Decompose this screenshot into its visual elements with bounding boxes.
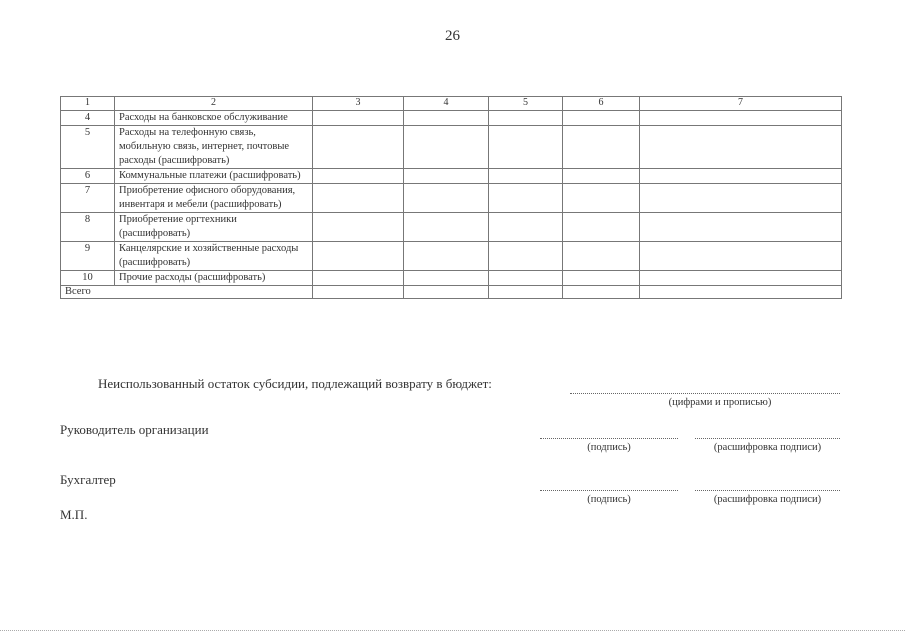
table-cell — [404, 169, 489, 184]
row-name: Расходы на банковское обслуживание — [115, 111, 313, 126]
table-cell — [313, 271, 404, 286]
table-cell — [640, 286, 842, 299]
remainder-amount-line — [570, 393, 840, 394]
row-name: Канцелярские и хозяйственные расходы (расшифровать) — [115, 242, 313, 271]
expense-table — [60, 96, 842, 299]
table-cell — [563, 242, 640, 271]
row-number: 4 — [61, 111, 115, 126]
column-header: 5 — [489, 97, 563, 111]
row-number: 10 — [61, 271, 115, 286]
accountant-decoding-line — [695, 490, 840, 491]
table-cell — [404, 286, 489, 299]
head-label: Руководитель организации — [60, 422, 209, 437]
table-row — [61, 242, 842, 271]
table-cell — [563, 184, 640, 213]
table-cell — [563, 126, 640, 169]
table-cell — [313, 126, 404, 169]
table-cell — [640, 213, 842, 242]
table-cell — [640, 111, 842, 126]
head-decoding-line — [695, 438, 840, 439]
table-cell — [640, 271, 842, 286]
column-header: 1 — [61, 97, 115, 111]
table-cell — [404, 242, 489, 271]
accountant-label: Бухгалтер — [60, 472, 116, 487]
row-number: 7 — [61, 184, 115, 213]
row-name: Приобретение офисного оборудования, инвентаря и мебели (расшифровать) — [115, 184, 313, 213]
table-cell — [313, 213, 404, 242]
table-cell — [313, 169, 404, 184]
row-name: Прочие расходы (расшифровать) — [115, 271, 313, 286]
accountant-signature-line — [540, 490, 678, 491]
table-cell — [489, 126, 563, 169]
table-cell — [640, 126, 842, 169]
row-number: 5 — [61, 126, 115, 169]
row-number: 9 — [61, 242, 115, 271]
table-cell — [489, 184, 563, 213]
table-cell — [313, 286, 404, 299]
table-cell — [640, 184, 842, 213]
row-name: Приобретение оргтехники (расшифровать) — [115, 213, 313, 242]
scan-artifact-line — [0, 630, 905, 631]
column-header: 2 — [115, 97, 313, 111]
table-row — [61, 111, 842, 126]
column-header: 4 — [404, 97, 489, 111]
table-row — [61, 126, 842, 169]
table-row — [61, 213, 842, 242]
table-cell — [404, 126, 489, 169]
table-cell — [563, 213, 640, 242]
head-decoding-caption: (расшифровка подписи) — [713, 442, 822, 453]
table-cell — [404, 111, 489, 126]
table-cell — [563, 271, 640, 286]
table-cell — [563, 111, 640, 126]
table-cell — [489, 242, 563, 271]
stamp-label: М.П. — [60, 507, 88, 522]
table-cell — [404, 184, 489, 213]
table-cell — [313, 111, 404, 126]
table-cell — [640, 242, 842, 271]
table-cell — [404, 271, 489, 286]
table-total-row — [61, 286, 842, 299]
table-cell — [489, 271, 563, 286]
total-label: Всего — [61, 286, 313, 299]
table-cell — [404, 213, 489, 242]
table-row — [61, 184, 842, 213]
column-header: 6 — [563, 97, 640, 111]
table-header-row — [61, 97, 842, 111]
page-number: 26 — [445, 28, 460, 44]
table-row — [61, 169, 842, 184]
table-cell — [640, 169, 842, 184]
table-cell — [313, 184, 404, 213]
row-number: 8 — [61, 213, 115, 242]
head-signature-line — [540, 438, 678, 439]
remainder-label: Неиспользованный остаток субсидии, подлежащий возврату в бюджет: — [98, 376, 492, 391]
table-cell — [313, 242, 404, 271]
table-cell — [489, 169, 563, 184]
remainder-caption: (цифрами и прописью) — [668, 397, 772, 408]
head-signature-caption: (подпись) — [587, 442, 631, 453]
column-header: 3 — [313, 97, 404, 111]
table-cell — [563, 286, 640, 299]
table-cell — [489, 111, 563, 126]
table-cell — [489, 286, 563, 299]
table-row — [61, 271, 842, 286]
accountant-decoding-caption: (расшифровка подписи) — [713, 494, 822, 505]
accountant-signature-caption: (подпись) — [587, 494, 631, 505]
table-cell — [489, 213, 563, 242]
table-cell — [563, 169, 640, 184]
column-header: 7 — [640, 97, 842, 111]
row-name: Коммунальные платежи (расшифровать) — [115, 169, 313, 184]
row-number: 6 — [61, 169, 115, 184]
row-name: Расходы на телефонную связь, мобильную связь, интернет, почтовые расходы (расшифровать) — [115, 126, 313, 169]
